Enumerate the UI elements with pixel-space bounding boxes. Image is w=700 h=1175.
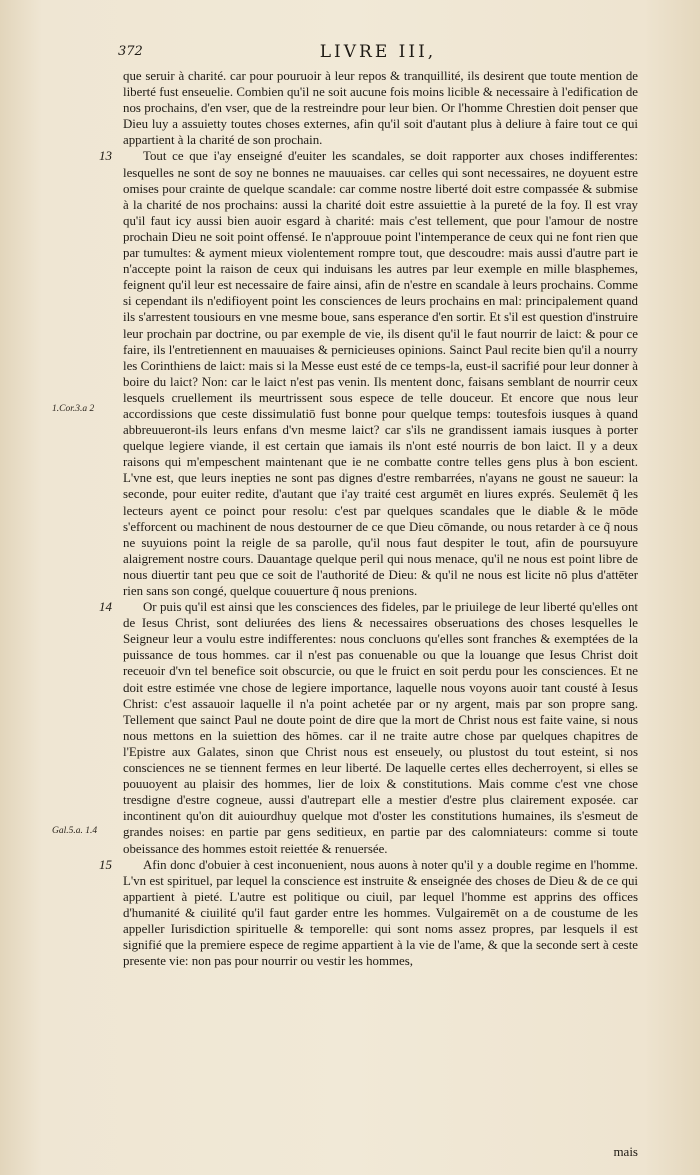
section-number: 13 bbox=[99, 148, 112, 164]
page-header bbox=[118, 44, 638, 66]
paragraph-text: Or puis qu'il est ainsi que les consciences des fideles, par le priuilege de leur liberté qu'elles ont de Iesus Christ, sont deliurées des liens & necessaires obseruations des choses lesquelles le Seigneur leur a voulu estre indifferentes: nous concluons qu'elles sont franches & exemptées de la puissance de tous hommes. car il n'est pas conuenable ou que la louange que Iesus Christ doit receuoir d'vn tel benefice soit obscurcie, ou que le fruict en soit perdu pour les consciences. Et ne doit estre estimée vne chose de legiere importance, laquelle nous voyons auoir tant cousté à Iesus Christ: c'est assauoir laquelle il n'a point achetée par or ny argent, mais par son propre sang. Tellement que sainct Paul ne doute point de dire que la mort de Christ nous est faite vaine, si nous nous mettons en la suiettion des hōmes. car il ne traite autre chose par quelques chapitres de l'Epistre aux Galates, sinon que Christ nous est enseuely, ou plustost du tout esteint, si nos consciences ne se tiennent fermes en leur liberté. De laquelle certes elles decherroyent, si elles se pouuoyent au plaisir des hommes, lier de loix & constitutions. Mais comme c'est vne chose tresdigne d'estre cogneue, aussi d'autrepart elle a mestier d'estre plus clairement exposée. car incontinent qu'on dit auiourdhuy quelque mot d'oster les constitutions humaines, ils s'esmeut de grandes noises: en partie par gens seditieux, en partie par des calomniateurs: comme si toute obeissance des hommes estoit reiettée & renuersée. bbox=[123, 600, 638, 856]
running-title: LIVRE III, bbox=[319, 42, 437, 62]
catchword: mais bbox=[613, 1144, 638, 1159]
page-number: 372 bbox=[118, 44, 143, 59]
margin-note-corinthians: 1.Cor.3.a 2 bbox=[52, 404, 95, 414]
paragraph-text: Afin donc d'obuier à cest inconuenient, nous auons à noter qu'il y a double regime en l'homme. L'vn est spirituel, par lequel la conscience est instruite & enseignée des choses de Dieu & de ce qui appartient à pieté. L'autre est politique ou ciuil, par lequel l'homme est apprins des offices d'humanité & ciuilité qu'il faut garder entre les hommes. Vulgairemēt on a de coustume de les appeller Iurisdiction spirituelle & temporelle: qui sont noms assez propres, par lesquels il est signifié que la premiere espece de regime appartient à la vie de l'ame, & que la seconde sert à ceste presente vie: non pas pour nourrir ou vestir les hommes, bbox=[123, 857, 638, 969]
body-text bbox=[99, 68, 638, 969]
paragraph-text: Tout ce que i'ay enseigné d'euiter les scandales, se doit rapporter aux choses indifferentes: lesquelles ne sont de soy ne bonnes ne mauuaises. car celles qui sont necessaires, ne doyuent estre omises pour crainte de quelque scandale: car comme nostre liberté doit estre compassée & submise à la charité de nos prochains: aussi la charité doit estre assuiettie à la pureté de la foy. Il est vray qu'il faut icy aussi bien auoir esgard à charité: mais c'est tellement, que pour l'amour de nostre prochain Dieu ne soit point offensé. Ie n'approuue point l'intemperance de ceux qui ne font rien que par tumultes: & ayment mieux violentement rompre tout, que descoudre: mais aussi d'autre part ie n'accepte point la raison de ceux qui induisans les autres par leur exemple en mille blasphemes, feignent qu'il leur est necessaire de faire ainsi, afin de n'estre en scandale à leurs prochains. Comme si cependant ils n'edifioyent point les consciences de leurs prochains en mal: principalement quand ils s'arrestent tousiours en vne mesme boue, sans esperance d'en sortir. Et s'il est question d'instruire leur prochain par doctrine, ou par exemple de vie, ils disent qu'il le faut nourrir de laict: & pour ce faire, ils l'entretiennent en mauuaises & pernicieuses opinions. Sainct Paul recite bien qu'il a nourry les Corinthiens de laict: mais si la Messe eust esté de ce temps-la, eust-il sacrifié pour leur donner à boire du laict? Non: car le laict n'est pas venin. Ils mentent donc, faisans semblant de nourrir ceux lesquels cruellement ils meurtrissent sous espece de telle douceur. Et encore que nous leur accordissions que ceste dissimulatiō fust bonne pour quelque temps: toutesfois iusques à quand abbreuueront-ils leurs enfans d'vn mesme laict? car s'ils ne grandissent iamais iusques à porter quelque legiere viande, il est certain que iamais ils n'ont esté nourris de bon laict. Il y a deux raisons qui m'empeschent maintenant que ie ne combatte contre telles gens plus à bon escient. L'vne est, que leurs inepties ne sont pas dignes d'estre rembarrées, n'ayans ne goust ne saueur: la seconde, pour euiter redite, d'autant que i'ay traité cest argumēt en liures exprés. Seulemēt q̃ les lecteurs ayent ce poinct pour resolu: c'est par quelques scandales que le diable & le mōde s'efforcent ou machinent de nous destourner de ce que Dieu cōmande, ou nous retarder à ce q̃ nous ne suyuions point la reigle de sa parolle, qu'il nous faut despiter le tout, afin de poursuyure alaigrement nostre cours. Dauantage quelque peril qui nous menace, qu'il ne nous est point libre de nous diuertir tant peu que ce soit de l'authorité de Dieu: & qu'il ne nous est licite nō plus d'attēter rien sans son congé, quelque couuerture q̃ nous prenions. bbox=[123, 149, 638, 598]
margin-note-galatians: Gal.5.a. 1.4 bbox=[52, 826, 98, 836]
section-number: 14 bbox=[99, 599, 112, 615]
section-number: 15 bbox=[99, 856, 112, 872]
paragraph-12 bbox=[123, 68, 638, 148]
paragraph-15 bbox=[99, 856, 638, 970]
paragraph-14 bbox=[99, 599, 638, 857]
paragraph-13 bbox=[99, 148, 638, 599]
paragraph-text: que seruir à charité. car pour pouruoir à leur repos & tranquillité, ils desirent que toute mention de liberté fust enseuelie. Combien qu'il ne soit aucune fois moins licible & necessaire à l'edification de nos prochains, d'en vser, que de la restreindre pour leur bien. Or l'homme Chrestien doit penser que Dieu luy a assuietty toutes choses externes, afin qu'il soit d'autant plus à deliure à faire tout ce qui appartient à la charité de son prochain. bbox=[123, 69, 638, 148]
